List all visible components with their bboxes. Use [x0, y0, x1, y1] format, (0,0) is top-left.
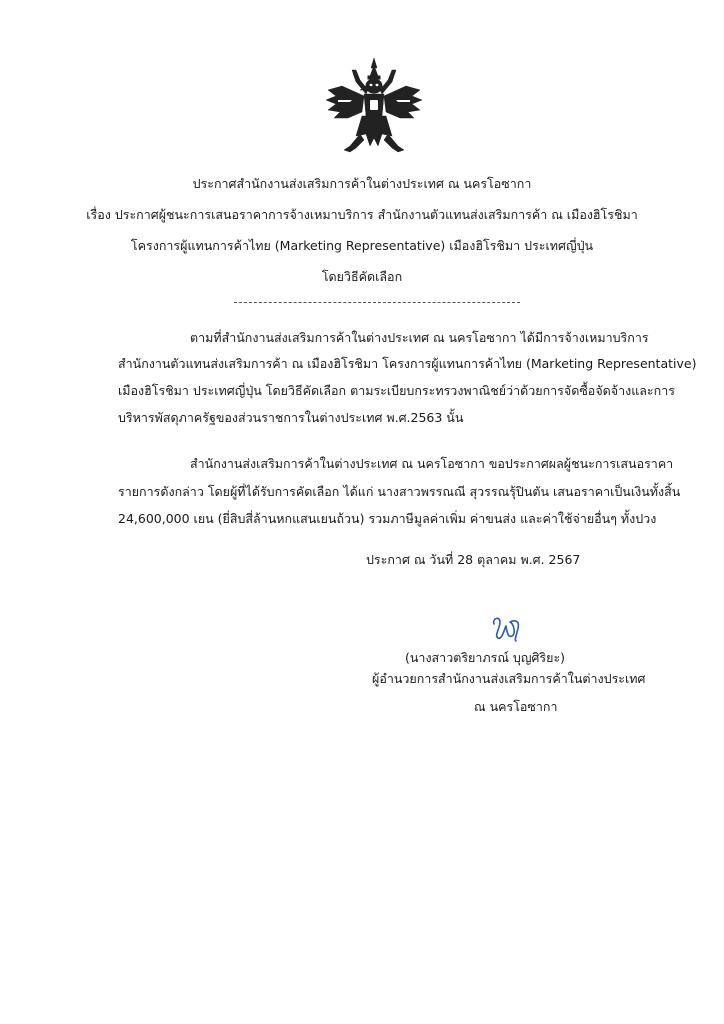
garuda-emblem-icon	[322, 56, 426, 160]
dashed-divider	[234, 302, 520, 303]
signatory-location: ณ นครโอซากา	[474, 699, 558, 714]
announcement-title: ประกาศสำนักงานส่งเสริมการค้าในต่างประเทศ ณ นครโอซากา	[192, 176, 532, 191]
paragraph-2-line-3: 24,600,000 เยน (ยี่สิบสี่ล้านหกแสนเยนถ้วน) รวมภาษีมูลค่าเพิ่ม ค่าขนส่ง และค่าใช้จ่ายอื่นๆ ทั้งปวง	[118, 511, 657, 526]
paragraph-1-line-2: สำนักงานตัวแทนส่งเสริมการค้า ณ เมืองฮิโรชิมา โครงการผู้แทนการค้าไทย (Marketing Representative)	[118, 356, 697, 371]
paragraph-1-line-3: เมืองฮิโรชิมา ประเทศญี่ปุ่น โดยวิธีคัดเลือก ตามระเบียบกระทรวงพาณิชย์ว่าด้วยการจัดซื้อจัดจ้างและการ	[118, 383, 675, 398]
handwritten-signature	[488, 614, 524, 644]
paragraph-2-line-2: รายการดังกล่าว โดยผู้ที่ได้รับการคัดเลือก ได้แก่ นางสาวพรรณณี สุวรรณรุ้ปินตัน เสนอราคาเป็นเงินทั้งสิ้น	[118, 484, 681, 499]
announcement-project: โครงการผู้แทนการค้าไทย (Marketing Representative) เมืองฮิโรชิมา ประเทศญี่ปุ่น	[130, 238, 594, 253]
paragraph-2-line-1: สำนักงานส่งเสริมการค้าในต่างประเทศ ณ นครโอซากา ขอประกาศผลผู้ชนะการเสนอราคา	[190, 456, 674, 471]
signatory-title: ผู้อำนวยการสำนักงานส่งเสริมการค้าในต่างประเทศ	[372, 671, 646, 686]
signatory-name: (นางสาวตริยาภรณ์ บุญศิริยะ)	[405, 650, 566, 665]
paragraph-1-line-1: ตามที่สำนักงานส่งเสริมการค้าในต่างประเทศ ณ นครโอซากา ได้มีการจ้างเหมาบริการ	[190, 330, 649, 345]
paragraph-1-line-4: บริหารพัสดุภาครัฐของส่วนราชการในต่างประเทศ พ.ศ.2563 นั้น	[118, 410, 464, 425]
announcement-subject: เรื่อง ประกาศผู้ชนะการเสนอราคาการจ้างเหมาบริการ สำนักงานตัวแทนส่งเสริมการค้า ณ เมืองฮิโรชิมา	[86, 207, 638, 222]
announcement-date: ประกาศ ณ วันที่ 28 ตุลาคม พ.ศ. 2567	[366, 552, 581, 567]
announcement-method: โดยวิธีคัดเลือก	[321, 269, 403, 284]
